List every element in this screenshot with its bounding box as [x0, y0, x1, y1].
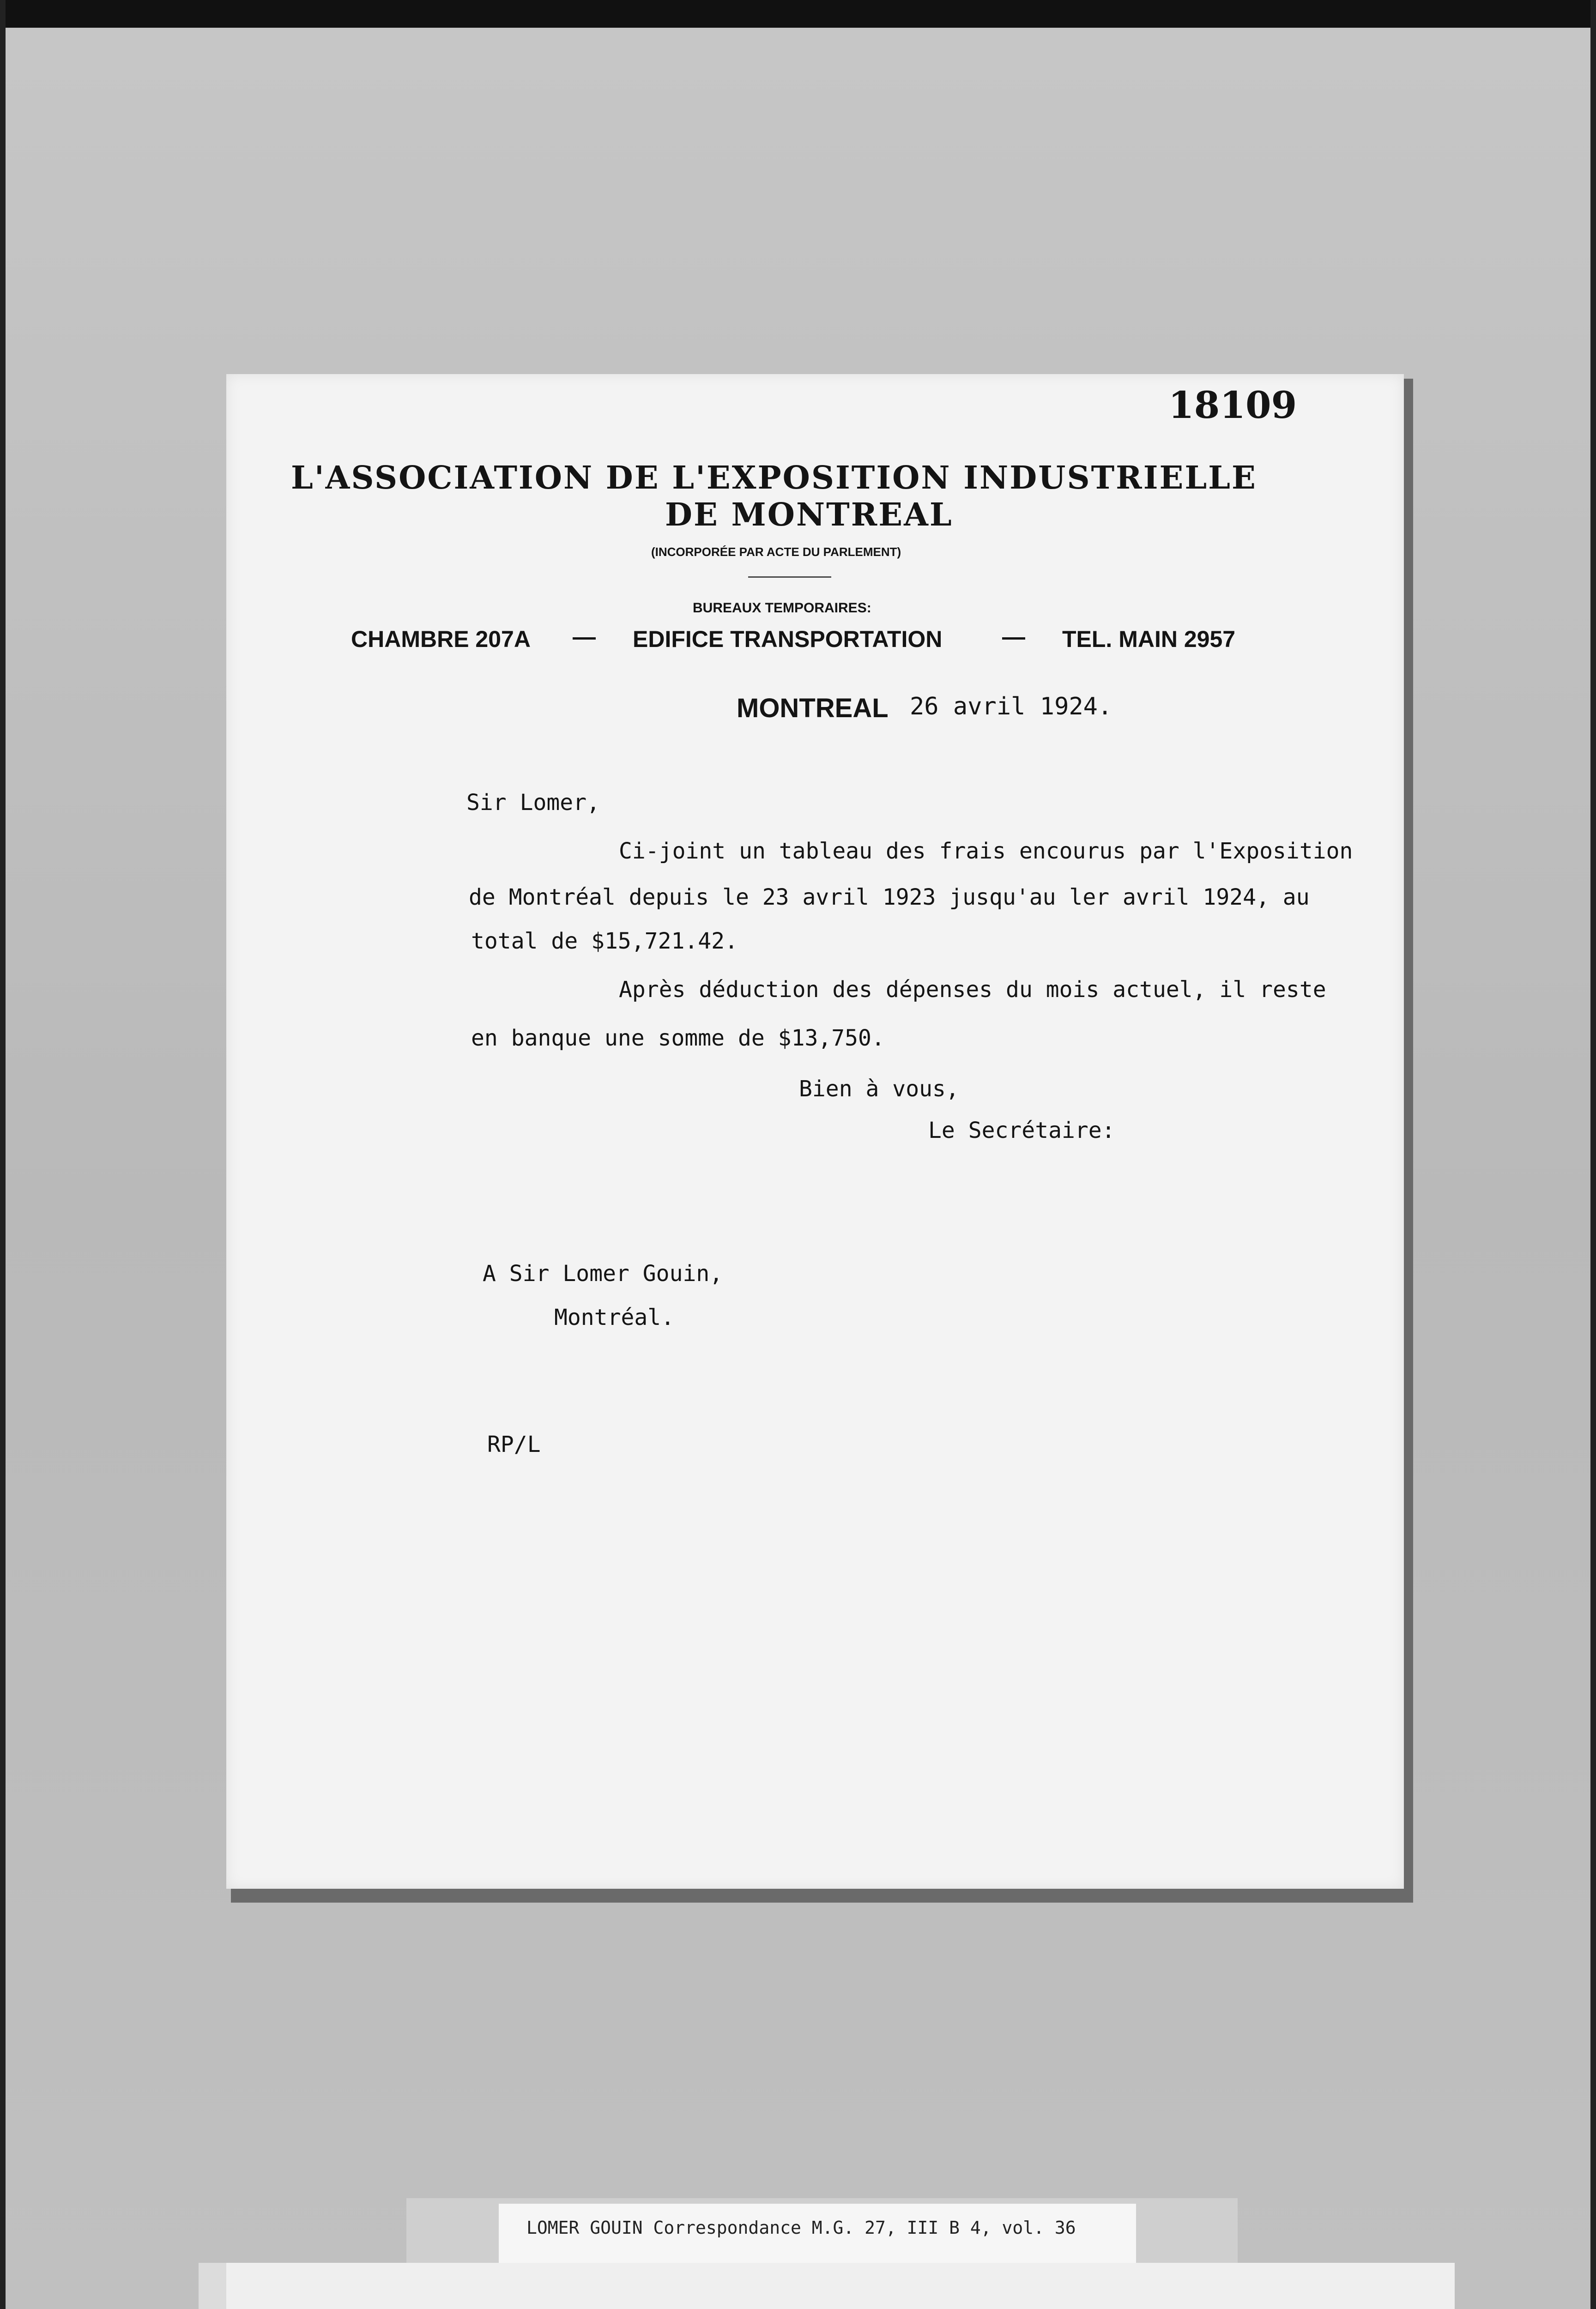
label-edge — [199, 2263, 226, 2309]
body-line: de Montréal depuis le 23 avril 1923 jusqu'au ler avril 1924, au — [469, 884, 1310, 910]
recipient-address-line-1: A Sir Lomer Gouin, — [483, 1261, 723, 1287]
letterhead-dash: — — [1002, 624, 1025, 650]
phone-number: TEL. MAIN 2957 — [1062, 626, 1236, 652]
typist-initials: RP/L — [487, 1432, 541, 1457]
building-name: EDIFICE TRANSPORTATION — [633, 626, 943, 652]
body-line: Après déduction des dépenses du mois actuel, il reste — [619, 977, 1326, 1003]
archive-label — [199, 2263, 1455, 2309]
salutation: Sir Lomer, — [466, 790, 600, 816]
closing: Bien à vous, — [799, 1076, 959, 1102]
film-frame-right — [1590, 0, 1596, 2309]
archive-reference: LOMER GOUIN Correspondance M.G. 27, III B 4, vol. 36 — [526, 2218, 1076, 2238]
letterhead-divider — [748, 576, 831, 578]
body-line: total de $15,721.42. — [471, 928, 738, 954]
organization-name-line-1: L'ASSOCIATION DE L'EXPOSITION INDUSTRIELLE — [291, 459, 1257, 496]
offices-heading: BUREAUX TEMPORAIRES: — [693, 600, 871, 616]
organization-name-line-2: DE MONTREAL — [665, 496, 953, 533]
letter-city: MONTREAL — [737, 693, 889, 723]
letter-date: 26 avril 1924. — [910, 693, 1112, 720]
letter-sheet — [226, 374, 1404, 1889]
letterhead-dash: — — [573, 624, 596, 650]
film-frame-left — [0, 0, 6, 2309]
signature-line: Le Secrétaire: — [928, 1118, 1115, 1143]
body-line: Ci-joint un tableau des frais encourus par l'Exposition — [619, 838, 1353, 864]
incorporation-note: (INCORPORÉE PAR ACTE DU PARLEMENT) — [651, 545, 901, 559]
room-number: CHAMBRE 207A — [351, 626, 531, 652]
serial-number: 18109 — [1168, 383, 1297, 427]
film-frame-top — [0, 0, 1596, 28]
recipient-address-line-2: Montréal. — [554, 1305, 675, 1330]
body-line: en banque une somme de $13,750. — [471, 1025, 885, 1051]
